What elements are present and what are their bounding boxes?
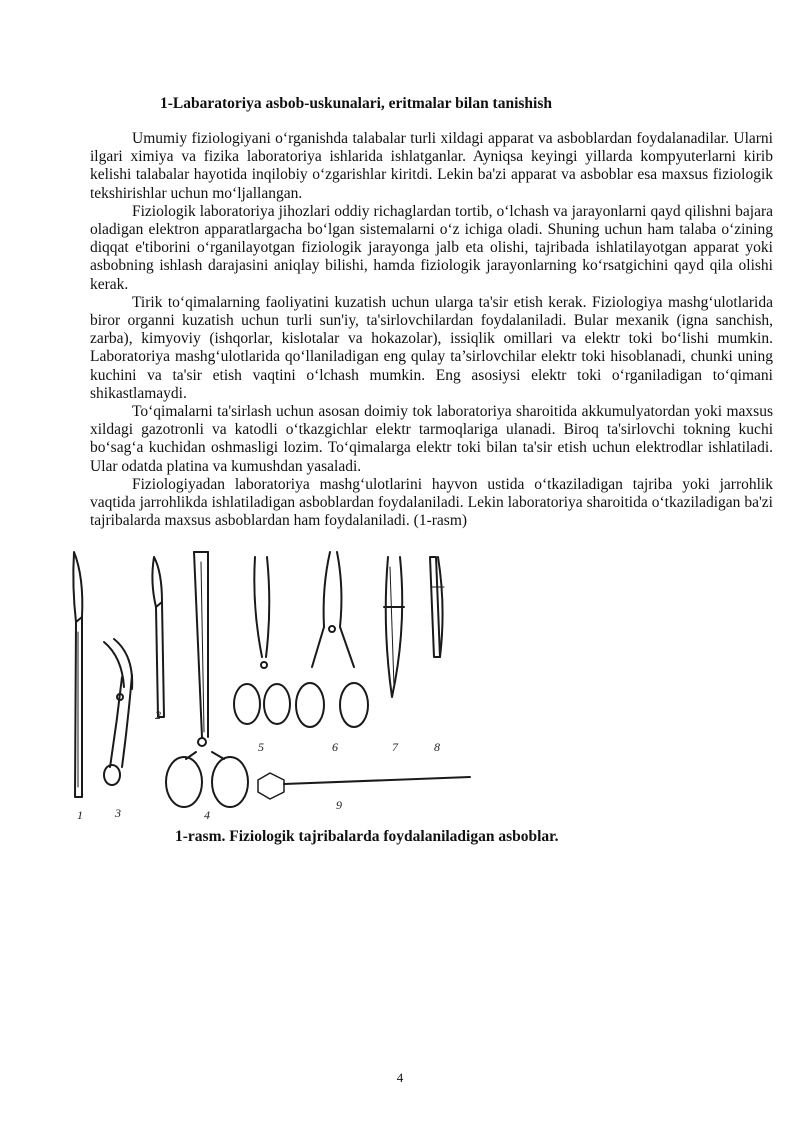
tweezers-drawing [430, 557, 444, 657]
scalpel-long-drawing [73, 552, 82, 797]
figure-label-8: 8 [434, 740, 440, 754]
figure-label-4: 4 [204, 808, 210, 822]
paragraph-1: Umumiy fiziologiyani o‘rganishda talabalar turli xildagi apparat va asboblardan foydalanadilar. Ularni ilgari ximiya va fizika laboratoriya ishlarida ishlatganlar. Ayniqsa keyingi yillarda kompyuterlarni kirib kelishi talabalar hayotida inqilobiy o‘zgarishlar kiritdi. Lekin ba'zi apparat va asboblar esa maxsus fiziologik tekshirishlar uchun mo‘ljallangan. [90, 130, 773, 202]
small-scissors-drawing [234, 557, 290, 724]
paragraph-2: Fiziologik laboratoriya jihozlari oddiy richaglardan tortib, o‘lchash va jarayonlarni qayd qilishni bajara oladigan elektron apparatlargacha bo‘lgan sistemalarni o‘z ichiga oladi. Shuning uchun ham talaba o‘zining diqqat e'tiborini o‘rganilayotgan fiziologik jarayonga jalb eta olishi, tajribada ishlatilayotgan apparat yoki asbobning ishlash darajasini aniqlay bilishi, hamda fiziologik jarayonlarning ko‘rsatgichini qayd qila olishi kerak. [90, 202, 773, 293]
figure-label-2: 2 [155, 708, 161, 722]
figure-caption: 1-rasm. Fiziologik tajribalarda foydalaniladigan asboblar. [175, 828, 559, 845]
figure-label-7: 7 [392, 740, 398, 754]
probe-drawing [258, 773, 470, 799]
paragraph-3: Tirik to‘qimalarning faoliyatini kuzatish uchun ularga ta'sir etish kerak. Fiziologiya mashg‘ulotlarida biror organni kuzatish uchun turli sun'iy, ta'sirlovchilardan foydalaniladi. Bular mexanik (igna sanchish, zarba), kimyoviy (ishqorlar, kislotalar va hokazolar), issiqlik omillari va elektr toki bo‘lishi mumkin. Laboratoriya mashg‘ulotlarida qo‘llaniladigan eng qulay ta’sirlovchilar elektr toki hisoblanadi, chunki uning kuchini va ta'sir etish vaqtini o‘lchash mumkin. Eng asosiysi elektr toki o‘rganiladigan to‘qimani shikastlamaydi. [90, 293, 773, 402]
figure-label-3: 3 [115, 806, 121, 820]
paragraph-5: Fiziologiyadan laboratoriya mashg‘ulotlarini hayvon ustida o‘tkaziladigan tajriba yoki jarrohlik vaqtida jarrohlikda ishlatiladigan asboblardan foydalaniladi. Lekin laboratoriya sharoitida o‘tkaziladigan ba'zi tajribalarda maxsus asboblardan ham foydalaniladi. (1-rasm) [90, 475, 773, 530]
figure-label-1: 1 [77, 808, 83, 822]
instruments-figure [62, 547, 482, 822]
curved-scissors-drawing [104, 639, 132, 785]
wide-scissors-drawing [296, 552, 368, 727]
page-number: 4 [396, 1070, 404, 1085]
figure-label-9: 9 [336, 798, 342, 812]
instruments-illustration [62, 547, 482, 822]
lab-title: 1-Labaratoriya asbob-uskunalari, eritmalar bilan tanishish [160, 95, 553, 112]
figure-label-6: 6 [332, 740, 338, 754]
scalpel-short-drawing [152, 557, 164, 717]
forceps-drawing [384, 557, 404, 697]
body-text [90, 130, 773, 530]
paragraph-4: To‘qimalarni ta'sirlash uchun asosan doimiy tok laboratoriya sharoitida akkumulyatordan yoki maxsus xildagi gazotronli va katodli o‘tkazgichlar elektr tarmoqlariga ulanadi. Biroq ta'sirlovchi tokning kuchi bo‘sag‘a kuchidan oshmasligi lozim. To‘qimalarga elektr toki bilan ta'sir etish uchun elektrodlar ishlatiladi. Ular odatda platina va kumushdan yasaladi. [90, 403, 773, 475]
figure-label-5: 5 [258, 740, 264, 754]
large-scissors-drawing [166, 552, 248, 807]
